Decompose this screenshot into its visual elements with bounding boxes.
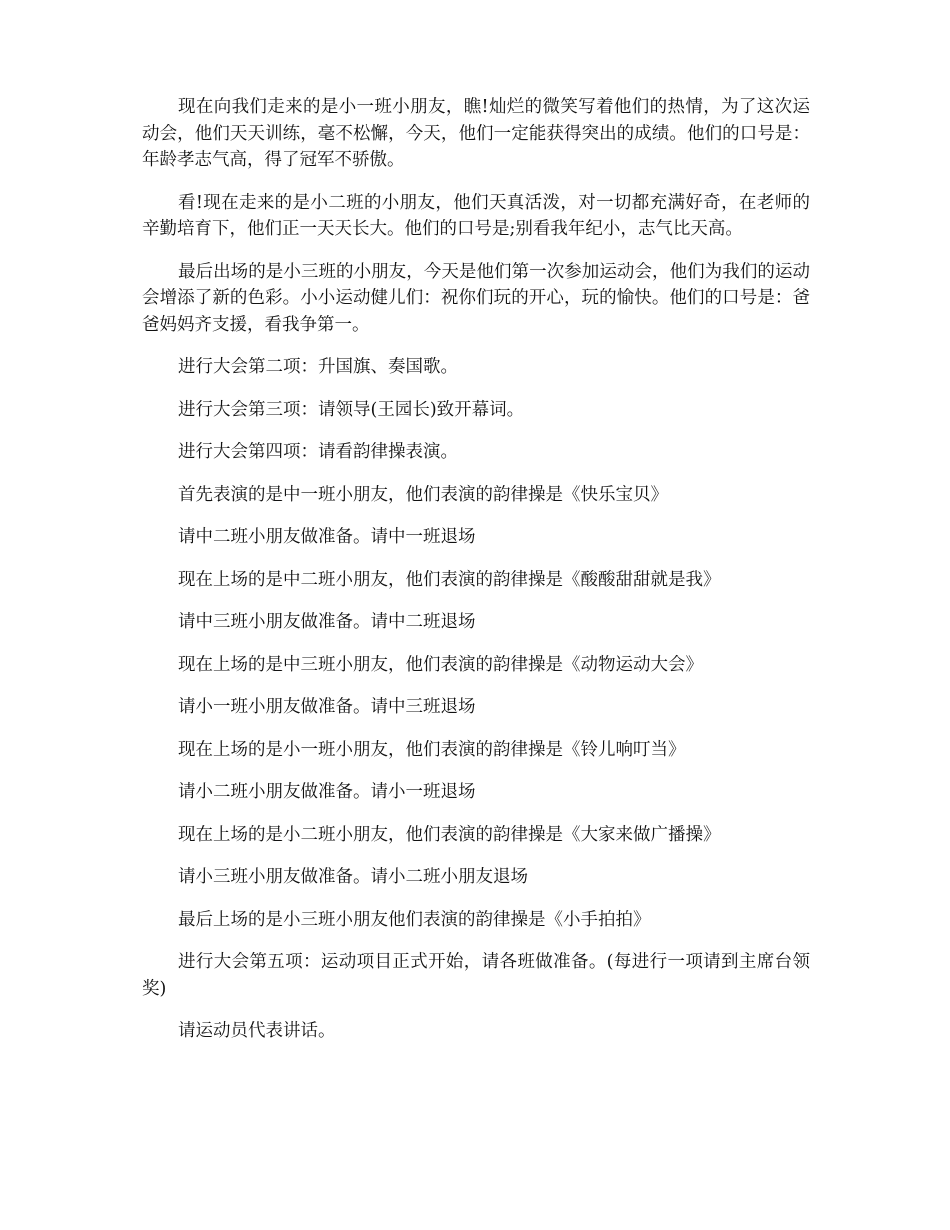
paragraph: 进行大会第二项：升国旗、奏国歌。 bbox=[178, 357, 458, 377]
paragraph: 现在上场的是中三班小朋友，他们表演的韵律操是《动物运动大会》 bbox=[178, 654, 703, 675]
paragraph: 请中三班小朋友做准备。请中二班退场 bbox=[178, 612, 476, 632]
paragraph: 进行大会第五项：运动项目正式开始，请各班做准备。(每进行一项请到主席台领奖) bbox=[142, 952, 810, 999]
paragraph: 请中二班小朋友做准备。请中一班退场 bbox=[178, 527, 476, 547]
paragraph: 现在上场的是中二班小朋友，他们表演的韵律操是《酸酸甜甜就是我》 bbox=[178, 569, 721, 590]
paragraph: 现在向我们走来的是小一班小朋友，瞧!灿烂的微笑写着他们的热情，为了这次运动会，他们天天训练，毫不松懈，今天，他们一定能获得突出的成绩。他们的口号是：年龄孝志气高，得了冠军不骄傲。 bbox=[142, 97, 810, 170]
paragraph: 请小二班小朋友做准备。请小一班退场 bbox=[178, 782, 476, 802]
paragraph: 最后出场的是小三班的小朋友，今天是他们第一次参加运动会，他们为我们的运动会增添了新的色彩。小小运动健儿们：祝你们玩的开心，玩的愉快。他们的口号是：爸爸妈妈齐支援，看我争第一。 bbox=[142, 261, 810, 335]
paragraph: 看!现在走来的是小二班的小朋友，他们天真活泼，对一切都充满好奇，在老师的辛勤培育下，他们正一天天长大。他们的口号是;别看我年纪小，志气比天高。 bbox=[142, 192, 810, 239]
paragraph: 请小一班小朋友做准备。请中三班退场 bbox=[178, 697, 476, 717]
paragraph: 进行大会第四项：请看韵律操表演。 bbox=[178, 442, 458, 462]
paragraph: 现在上场的是小一班小朋友，他们表演的韵律操是《铃儿响叮当》 bbox=[178, 739, 686, 760]
paragraph: 最后上场的是小三班小朋友他们表演的韵律操是《小手拍拍》 bbox=[178, 909, 651, 930]
paragraph: 请小三班小朋友做准备。请小二班小朋友退场 bbox=[178, 867, 528, 887]
paragraph: 现在上场的是小二班小朋友，他们表演的韵律操是《大家来做广播操》 bbox=[178, 824, 721, 845]
paragraph: 请运动员代表讲话。 bbox=[178, 1021, 336, 1041]
paragraph: 进行大会第三项：请领导(王园长)致开幕词。 bbox=[178, 399, 525, 420]
document-body bbox=[142, 94, 810, 1061]
paragraph: 首先表演的是中一班小朋友，他们表演的韵律操是《快乐宝贝》 bbox=[178, 484, 668, 505]
